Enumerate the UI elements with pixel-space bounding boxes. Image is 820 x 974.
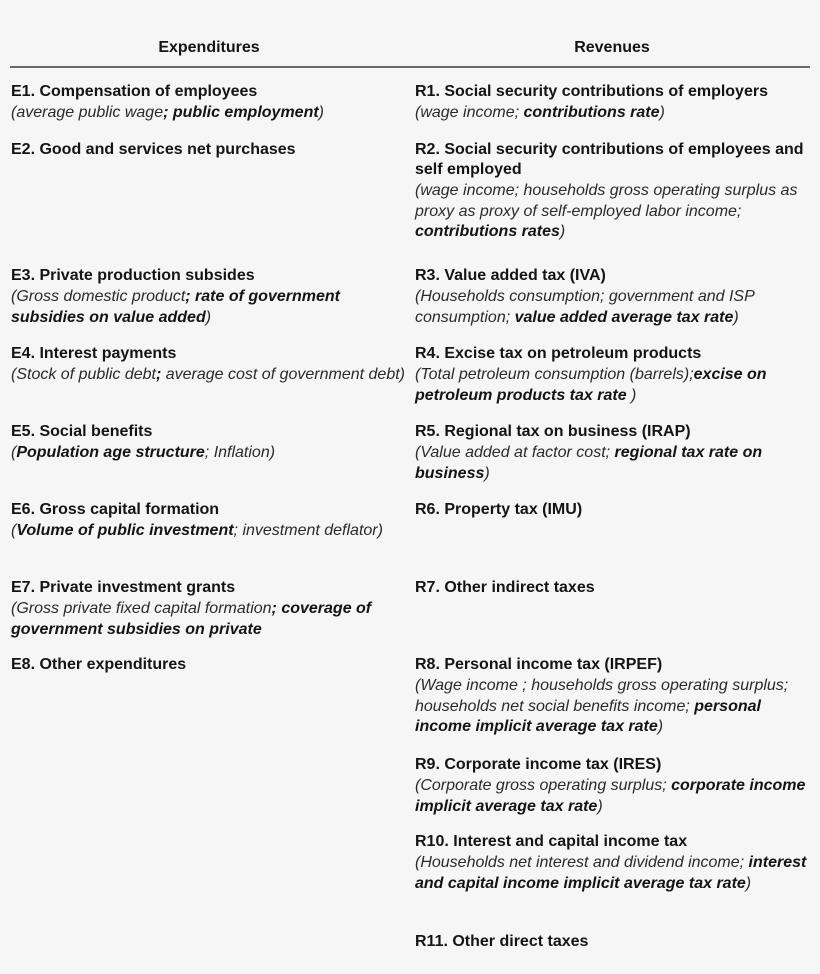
item-description — [11, 599, 411, 640]
driver-text: (Wage income ; households gross operating surplus; households net social benefits income; — [415, 677, 789, 715]
driver-text: (wage income; households gross operating surplus as proxy as proxy of self-employed labor income; — [415, 182, 798, 220]
driver-text: (Households consumption; government and ISP consumption; — [415, 288, 755, 326]
item-description — [415, 103, 820, 124]
item-title: R2. Social security contributions of employees and self employed — [415, 141, 804, 178]
driver-text: (wage income; — [415, 104, 524, 121]
revenues-header: Revenues — [574, 39, 650, 56]
driver-text: (Households net interest and dividend income; — [415, 854, 749, 871]
key-variable-text: ; rate of government subsidies on value added — [11, 288, 340, 326]
expenditures-item-e2 — [11, 140, 411, 160]
item-title: R7. Other indirect taxes — [415, 579, 595, 596]
key-variable-text: ; public employment — [163, 104, 319, 121]
driver-text: ) — [659, 104, 665, 121]
revenues-item-r9 — [415, 755, 820, 817]
item-title: R8. Personal income tax (IRPEF) — [415, 656, 663, 673]
item-title: R11. Other direct taxes — [415, 933, 589, 950]
driver-text: (Gross private fixed capital formation — [11, 600, 272, 617]
item-description — [415, 443, 820, 484]
driver-text: (Corporate gross operating surplus; — [415, 777, 672, 794]
driver-text: ) — [626, 386, 637, 404]
item-title: E5. Social benefits — [11, 423, 153, 440]
revenues-item-r11 — [415, 932, 820, 952]
item-description — [415, 853, 820, 894]
key-variable-text: regional tax rate on business — [415, 444, 763, 482]
expenditures-item-e5 — [11, 422, 411, 464]
driver-text: (Stock of public debt — [11, 366, 156, 383]
driver-text: ; investment deflator) — [233, 522, 383, 539]
revenues-item-r6 — [415, 500, 820, 520]
item-title: E2. Good and services net purchases — [11, 141, 296, 158]
key-variable-text: Population age structure — [16, 444, 205, 461]
revenues-item-r4 — [415, 344, 820, 406]
item-description — [11, 521, 411, 542]
key-variable-text: ; coverage of government subsidies on private — [11, 600, 372, 638]
driver-text: (Gross domestic product — [11, 288, 186, 305]
expenditures-item-e3 — [11, 266, 411, 328]
item-title: E7. Private investment grants — [11, 579, 236, 596]
driver-text: average cost of government debt) — [161, 366, 405, 383]
revenues-item-r8 — [415, 655, 820, 738]
driver-text: ) — [733, 308, 739, 326]
expenditures-item-e6 — [11, 500, 411, 542]
driver-text: ) — [205, 308, 212, 326]
driver-text: ( — [11, 522, 17, 539]
driver-text: ) — [657, 718, 664, 735]
revenues-item-r1 — [415, 82, 820, 124]
driver-text: ( — [11, 444, 17, 461]
item-title: E6. Gross capital formation — [11, 501, 220, 518]
key-variable-text: value added average tax rate — [514, 308, 734, 326]
expenditures-item-e8 — [11, 655, 411, 675]
item-title: E4. Interest payments — [11, 345, 177, 362]
item-description — [415, 181, 820, 243]
item-description — [11, 103, 411, 124]
driver-text: ) — [559, 223, 566, 240]
expenditures-item-e4 — [11, 344, 411, 386]
driver-text: ) — [597, 797, 603, 815]
revenues-item-r2 — [415, 140, 820, 243]
item-title: R10. Interest and capital income tax — [415, 833, 688, 850]
key-variable-text: corporate income implicit average tax rate — [415, 777, 806, 815]
driver-text: (average public wage — [11, 104, 164, 121]
item-title: R6. Property tax (IMU) — [415, 501, 583, 518]
item-title: R3. Value added tax (IVA) — [415, 267, 606, 284]
key-variable-text: contributions rates — [415, 223, 560, 240]
item-title: R5. Regional tax on business (IRAP) — [415, 423, 691, 440]
item-description — [415, 365, 820, 406]
item-description — [11, 365, 411, 386]
item-description — [415, 776, 820, 817]
revenues-item-r7 — [415, 578, 820, 598]
item-title: R4. Excise tax on petroleum products — [415, 345, 702, 362]
key-variable-text: personal income implicit average tax rate — [415, 697, 761, 735]
key-variable-text: Volume of public investment — [16, 522, 234, 539]
header-rule — [10, 66, 810, 68]
key-variable-text: excise on petroleum products tax rate — [415, 366, 767, 404]
key-variable-text: interest and capital income implicit average tax rate — [415, 854, 807, 892]
expenditures-item-e7 — [11, 578, 411, 640]
item-description — [11, 287, 411, 328]
item-description — [415, 287, 820, 328]
driver-text: (Total petroleum consumption (barrels); — [415, 366, 694, 383]
item-title: R9. Corporate income tax (IRES) — [415, 756, 662, 773]
expenditures-item-e1 — [11, 82, 411, 124]
revenues-item-r5 — [415, 422, 820, 484]
item-title: E3. Private production subsides — [11, 267, 255, 284]
item-title: R1. Social security contributions of employers — [415, 83, 768, 100]
expenditures-header: Expenditures — [158, 39, 260, 56]
driver-text: ) — [484, 464, 490, 482]
key-variable-text: contributions rate — [523, 104, 660, 121]
revenues-item-r10 — [415, 832, 820, 894]
item-title: E1. Compensation of employees — [11, 83, 258, 100]
item-title: E8. Other expenditures — [11, 656, 187, 673]
driver-text: (Value added at factor cost; — [415, 444, 615, 461]
driver-text: ; Inflation) — [204, 444, 276, 461]
item-description — [415, 676, 820, 738]
driver-text: ) — [318, 104, 324, 121]
revenues-item-r3 — [415, 266, 820, 328]
item-description — [11, 443, 411, 464]
driver-text: ) — [745, 874, 752, 892]
key-variable-text: ; — [155, 366, 162, 383]
